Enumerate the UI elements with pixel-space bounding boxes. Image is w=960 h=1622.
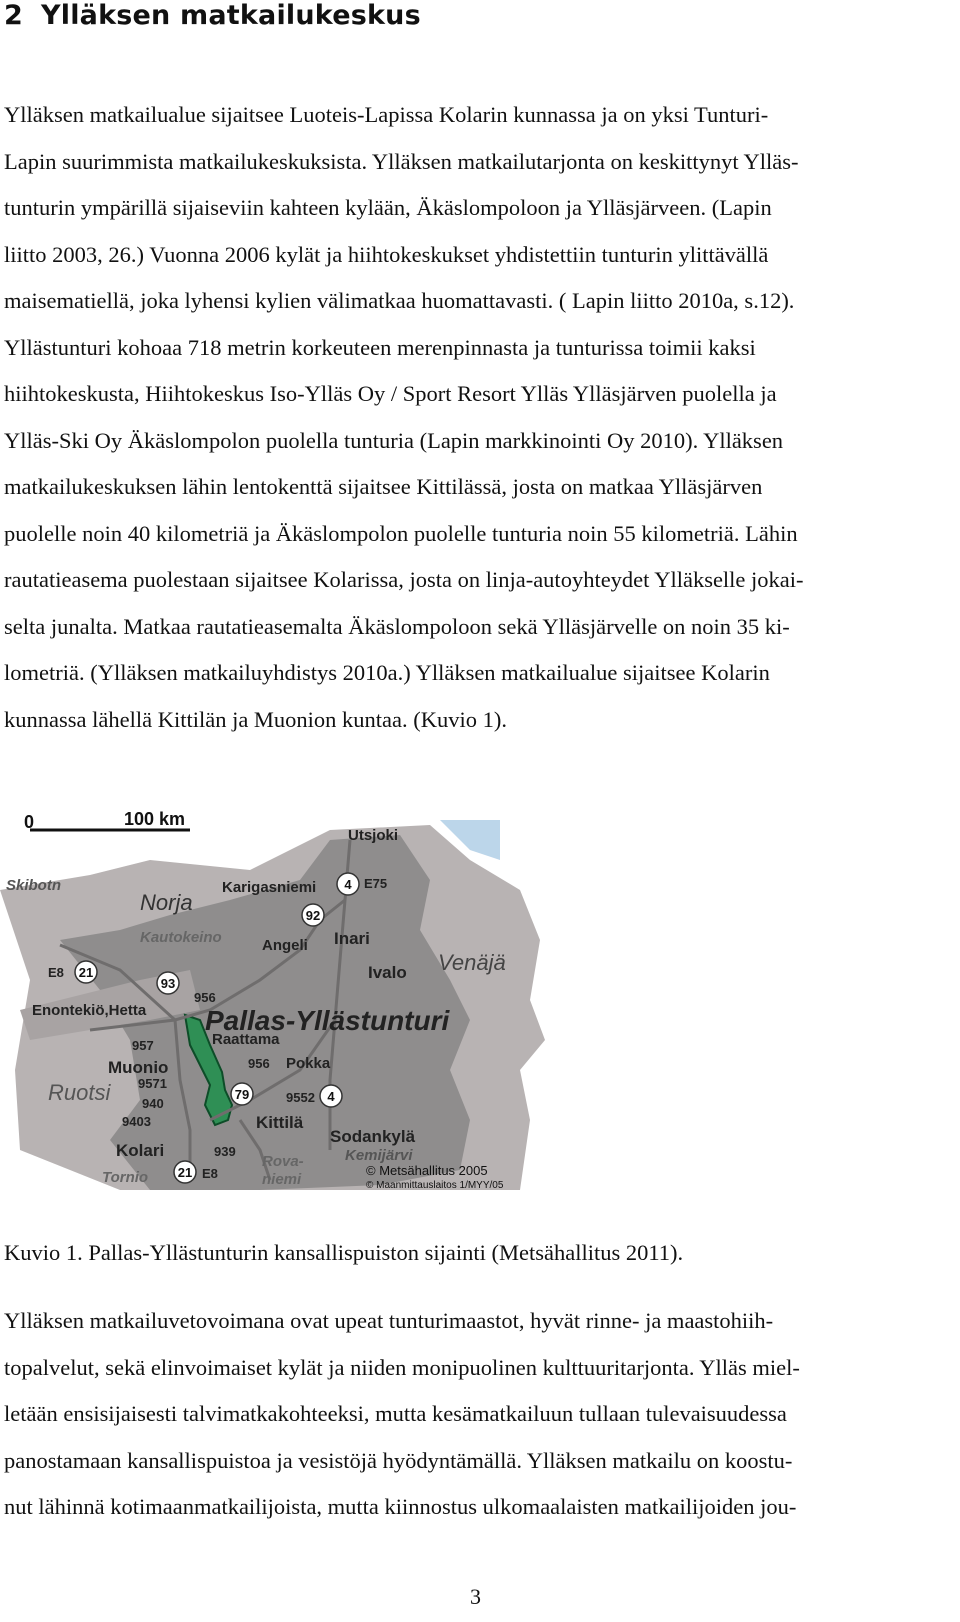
place-kolari: Kolari: [116, 1141, 165, 1160]
road-79: 79: [234, 1087, 250, 1102]
road-4-top: 4: [344, 877, 352, 892]
paragraph-line: kunnassa lähellä Kittilän ja Muonion kuntaa. (Kuvio 1).: [4, 706, 508, 732]
place-sodankyla: Sodankylä: [330, 1127, 416, 1146]
place-inari: Inari: [334, 929, 370, 948]
place-enontekio: Enontekiö,Hetta: [32, 1002, 147, 1019]
paragraph-line: puolelle noin 40 kilometriä ja Äkäslompolon puolelle tunturia noin 55 kilometriä. Lähin: [4, 520, 798, 546]
country-sweden: Ruotsi: [48, 1080, 111, 1105]
road-e75: E75: [364, 876, 388, 891]
road-21-bottom: 21: [177, 1165, 193, 1180]
place-muonio: Muonio: [108, 1058, 169, 1077]
country-russia: Venäjä: [438, 950, 506, 975]
paragraph-line: Ylläksen matkailualue sijaitsee Luoteis-Lapissa Kolarin kunnassa ja on yksi Tunturi-: [4, 102, 769, 127]
paragraph-line: nut lähinnä kotimaanmatkailijoista, mutta kiinnostus ulkomaalaisten matkailijoiden jou-: [4, 1494, 797, 1519]
paragraph-line: rautatieasema puolestaan sijaitsee Kolarissa, josta on linja-autoyhteydet Ylläkselle jokai-: [4, 567, 804, 592]
road-956-b: 956: [248, 1056, 270, 1071]
place-pokka: Pokka: [286, 1055, 331, 1072]
paragraph-line: topalvelut, sekä elinvoimaiset kylät ja niiden monipuolinen kulttuuritarjonta. Ylläs miel-: [4, 1354, 800, 1380]
road-9552: 9552: [286, 1090, 315, 1105]
road-956-a: 956: [194, 990, 216, 1005]
scale-distance: 100 km: [124, 809, 186, 829]
scale-zero: 0: [24, 812, 35, 832]
place-angeli: Angeli: [262, 937, 308, 954]
paragraph-line: hiihtokeskusta, Hiihtokeskus Iso-Ylläs Oy / Sport Resort Ylläs Ylläsjärven puolella ja: [4, 381, 777, 406]
road-9571: 9571: [138, 1076, 167, 1091]
paragraph-1: [4, 92, 954, 743]
road-940: 940: [142, 1096, 164, 1111]
section-heading: [4, 0, 421, 31]
road-939: 939: [214, 1144, 236, 1159]
place-skibotn: Skibotn: [6, 877, 61, 894]
paragraph-line: Ylläs-Ski Oy Äkäslompolon puolella tunturia (Lapin markkinointi Oy 2010). Ylläksen: [4, 427, 784, 453]
section-number: 2: [4, 0, 23, 31]
paragraph-line: liitto 2003, 26.) Vuonna 2006 kylät ja hiihtokeskukset yhdistettiin tunturin ylittävällä: [4, 241, 769, 267]
paragraph-line: maisematiellä, joka lyhensi kylien välimatkaa huomattavasti. ( Lapin liitto 2010a, s.12).: [4, 288, 795, 313]
place-ivalo: Ivalo: [368, 963, 407, 982]
paragraph-line: Ylläksen matkailuvetovoimana ovat upeat tunturimaastot, hyvät rinne- ja maastohiih-: [4, 1308, 774, 1333]
place-rovaniemi-line1: Rova-: [262, 1153, 304, 1170]
paragraph-line: Yllästunturi kohoaa 718 metrin korkeuteen merenpinnasta ja tunturissa toimii kaksi: [4, 334, 756, 360]
page-number: 3: [470, 1584, 481, 1609]
paragraph-line: tunturin ympärillä sijaiseviin kahteen kylään, Äkäslompoloon ja Ylläsjärveen. (Lapin: [4, 195, 772, 220]
place-kittila: Kittilä: [256, 1113, 304, 1132]
road-21-top: 21: [78, 965, 94, 980]
road-93: 93: [160, 976, 176, 991]
location-map: [0, 809, 560, 1220]
road-e8-top: E8: [48, 965, 64, 980]
road-4-mid: 4: [327, 1089, 335, 1104]
credit-metsahallitus: © Metsähallitus 2005: [366, 1163, 488, 1178]
place-kemijarvi: Kemijärvi: [345, 1147, 413, 1164]
paragraph-line: lometriä. (Ylläksen matkailuyhdistys 2010a.) Ylläksen matkailualue sijaitsee Kolarin: [4, 660, 770, 685]
park-name: Pallas-Yllästunturi: [205, 1005, 450, 1036]
road-957: 957: [132, 1038, 154, 1053]
road-e8-bottom: E8: [202, 1166, 218, 1181]
credit-maanmittauslaitos: © Maanmittauslaitos 1/MYY/05: [366, 1180, 504, 1191]
road-92: 92: [305, 908, 321, 923]
place-raattama: Raattama: [212, 1031, 280, 1048]
section-title: Ylläksen matkailukeskus: [41, 0, 421, 31]
place-karigasniemi: Karigasniemi: [222, 879, 317, 896]
paragraph-2: [4, 1298, 954, 1531]
place-utsjoki: Utsjoki: [348, 827, 399, 844]
road-9403: 9403: [122, 1114, 151, 1129]
paragraph-line: letään ensisijaisesti talvimatkakohteeksi, mutta kesämatkailuun tullaan tulevaisuudessa: [4, 1401, 787, 1426]
country-norway: Norja: [140, 890, 193, 915]
place-rovaniemi-line2: niemi: [262, 1171, 302, 1188]
paragraph-line: panostamaan kansallispuistoa ja vesistöjä hyödyntämällä. Ylläksen matkailu on koostu-: [4, 1447, 793, 1473]
figure-caption: Kuvio 1. Pallas-Yllästunturin kansallispuiston sijainti (Metsähallitus 2011).: [4, 1240, 684, 1265]
place-kautokeino: Kautokeino: [140, 929, 222, 946]
place-tornio: Tornio: [102, 1169, 149, 1186]
paragraph-line: selta junalta. Matkaa rautatieasemalta Äkäslompoloon sekä Ylläsjärvelle on noin 35 ki-: [4, 613, 790, 639]
paragraph-line: Lapin suurimmista matkailukeskuksista. Ylläksen matkailutarjonta on keskittynyt Ylläs-: [4, 148, 799, 174]
paragraph-line: matkailukeskuksen lähin lentokenttä sijaitsee Kittilässä, josta on matkaa Ylläsjärven: [4, 474, 763, 499]
